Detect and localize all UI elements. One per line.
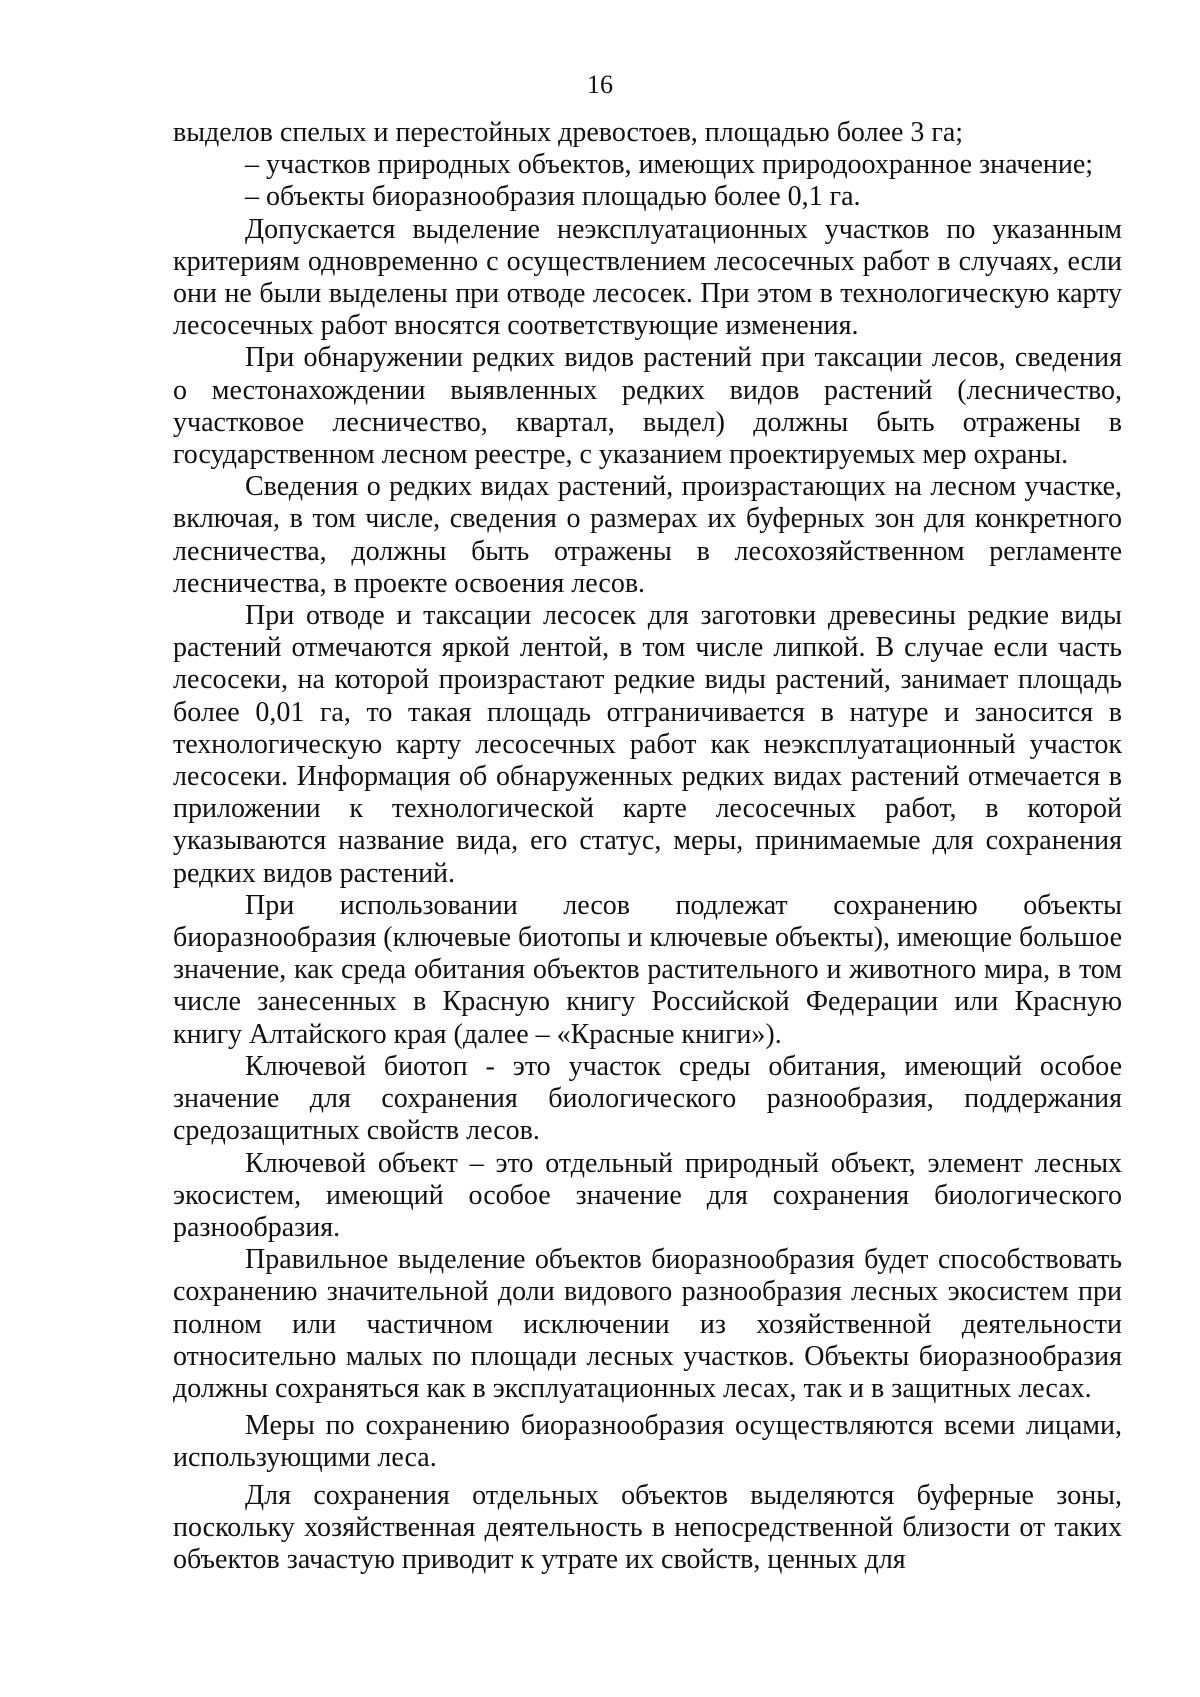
paragraph-correct-allocation: Правильное выделение объектов биоразнообразия будет способствовать сохранению значительной доли видового разнообразия лесных экосистем при полном или частичном исключении из хозяйственной деятельности относительно малых по площади лесных участков. Объекты биоразнообразия должны сохраняться как в эксплуатационных лесах, так и в защитных лесах. bbox=[173, 1244, 1122, 1404]
paragraph-buffer-zones: Для сохранения отдельных объектов выделяются буферные зоны, поскольку хозяйственная деятельность в непосредственной близости от таких объектов зачастую приводит к утрате их свойств, ценных для bbox=[173, 1479, 1122, 1575]
page-number: 16 bbox=[587, 70, 613, 99]
paragraph-key-biotope: Ключевой биотоп - это участок среды обитания, имеющий особое значение для сохранения биологического разнообразия, поддержания средозащитных свойств лесов. bbox=[173, 1050, 1122, 1147]
paragraph-rare-plants-info: Сведения о редких видах растений, произрастающих на лесном участке, включая, в том числе, сведения о размерах их буферных зон для конкретного лесничества, должны быть отражены в лесохозяйственном регламенте лесничества, в проекте освоения лесов. bbox=[173, 471, 1122, 599]
paragraph-biodiversity-objects: При использовании лесов подлежат сохранению объекты биоразнообразия (ключевые биотопы и ключевые объекты), имеющие большое значение, как среда обитания объектов растительного и животного мира, в том числе занесенных в Красную книгу Российской Федерации или Красную книгу Алтайского края (далее – «Красные книги»). bbox=[173, 889, 1122, 1050]
list-item-natural-objects: – участков природных объектов, имеющих природоохранное значение; bbox=[245, 149, 1094, 181]
paragraph-key-object: Ключевой объект – это отдельный природный объект, элемент лесных экосистем, имеющий особое значение для сохранения биологического разнообразия. bbox=[173, 1147, 1122, 1243]
paragraph-cutting-area-allocation: При отводе и таксации лесосек для заготовки древесины редкие виды растений отмечаются яркой лентой, в том числе липкой. В случае если часть лесосеки, на которой произрастают редкие виды растений, занимает площадь более 0,01 га, то такая площадь отграничивается в натуре и заносится в технологическую карту лесосечных работ как неэксплуатационный участок лесосеки. Информация об обнаруженных редких видах растений отмечается в приложении к технологической карте лесосечных работ, в которой указываются название вида, его статус, меры, принимаемые для сохранения редких видов растений. bbox=[173, 600, 1122, 889]
paragraph-non-exploitable-areas: Допускается выделение неэксплуатационных участков по указанным критериям одновременно с осуществлением лесосечных работ в случаях, если они не были выделены при отводе лесосек. При этом в технологическую карту лесосечных работ вносятся соответствующие изменения. bbox=[173, 213, 1122, 342]
paragraph-conservation-measures: Меры по сохранению биоразнообразия осуществляются всеми лицами, использующими леса. bbox=[173, 1410, 1122, 1474]
paragraph-continuation: выделов спелых и перестойных древостоев, площадью более 3 га; bbox=[173, 117, 964, 148]
list-item-biodiversity-objects: – объекты биоразнообразия площадью более 0,1 га. bbox=[245, 181, 861, 213]
paragraph-rare-plants-taxation: При обнаружении редких видов растений при таксации лесов, сведения о местонахождении выявленных редких видов растений (лесничество, участковое лесничество, квартал, выдел) должны быть отражены в государственном лесном реестре, с указанием проектируемых мер охраны. bbox=[173, 342, 1122, 471]
document-body bbox=[173, 117, 1122, 1576]
